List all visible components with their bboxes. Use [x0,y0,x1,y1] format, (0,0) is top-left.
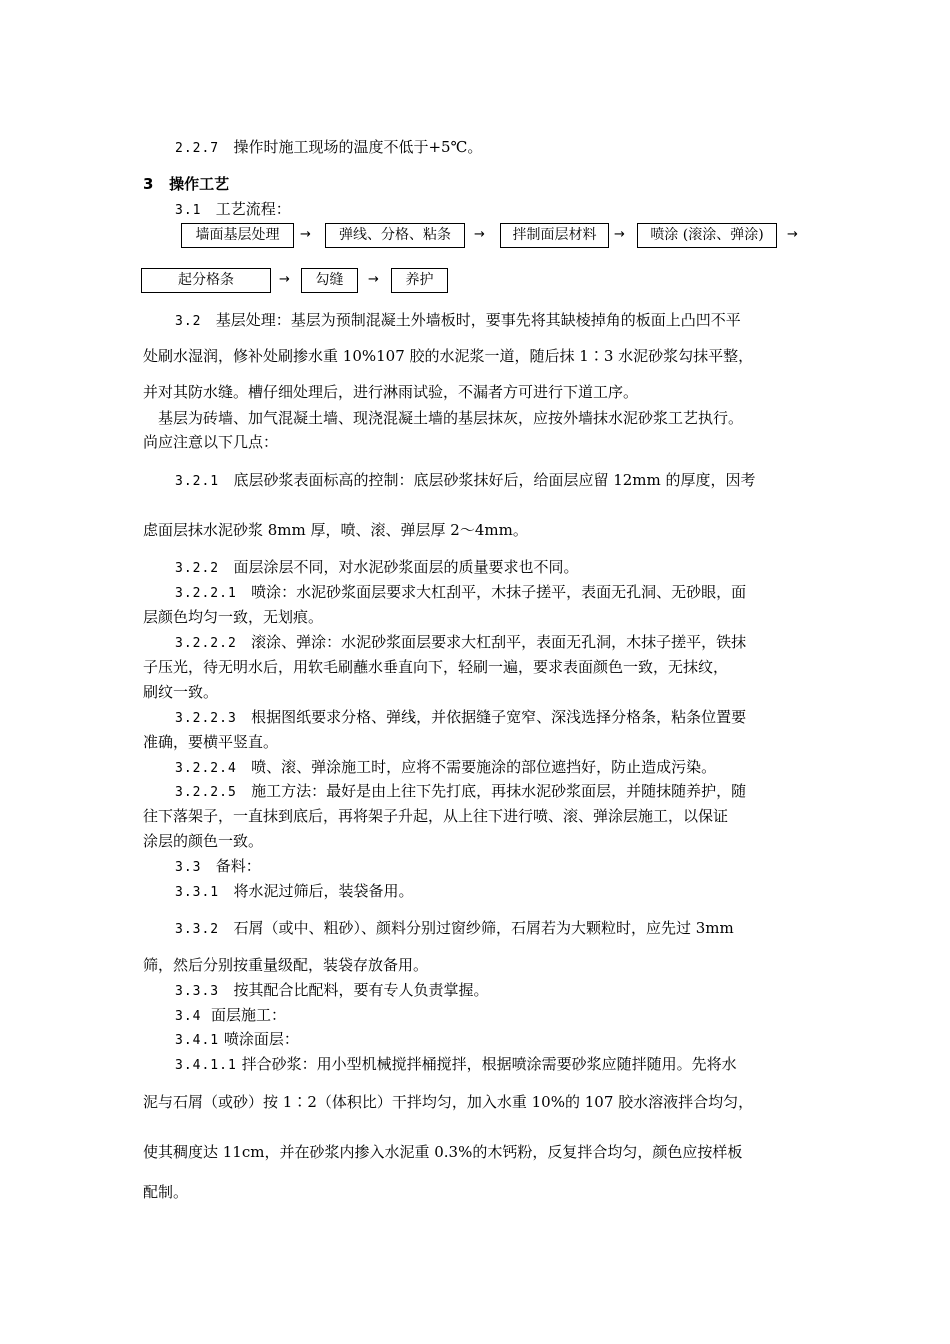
section-3-2-1 [175,470,756,492]
clause-number: 3.3.2 [175,922,220,937]
section-3-2-2-2 [175,632,746,654]
clause-number: 3.2.2.5 [175,785,237,800]
clause-text: 拌合砂浆：用小型机械搅拌桶搅拌，根据喷涂需要砂浆应随拌随用。先将水 [241,1055,737,1073]
section-3-3 [175,856,261,878]
flow-step-4: 喷涂 (滚涂、弹涂) [637,223,777,248]
clause-number: 3.3.1 [175,885,220,900]
clause-text: 面层施工： [211,1006,287,1024]
clause-text: 基层处理：基层为预制混凝土外墙板时，要事先将其缺棱掉角的板面上凸凹不平 [215,311,741,329]
clause-text: 滚涂、弹涂：水泥砂浆面层要求大杠刮平，表面无孔洞，木抹子搓平，铁抹 [251,633,747,651]
clause-number: 3.2.2.1 [175,586,237,601]
heading-number: 3 [143,175,154,193]
clause-text: 备料： [215,857,261,875]
clause-number: 3.2.2.2 [175,636,237,651]
clause-text: 石屑（或中、粗砂）、颜料分别过窗纱筛，石屑若为大颗粒时，应先过 3mm [233,919,734,937]
text-line: 配制。 [143,1183,189,1201]
clause-number: 3.2.1 [175,474,220,489]
section-3-2-2-1 [175,582,746,604]
clause-text: 喷涂面层： [223,1030,299,1048]
text-line: 筛，然后分别按重量级配，装袋存放备用。 [143,956,429,974]
flow-step-3: 拌制面层材料 [500,223,609,248]
text-line: 刷纹一致。 [143,683,219,701]
text-line: 处刷水湿润，修补处刷掺水重 10%107 胶的水泥浆一道，随后抹 1∶3 水泥砂浆勾抹平整， [143,347,754,365]
heading-text: 操作工艺 [169,175,230,193]
clause-text: 操作时施工现场的温度不低于+5℃。 [233,138,483,156]
text-line: 并对其防水缝。槽仔细处理后，进行淋雨试验，不漏者方可进行下道工序。 [143,383,639,401]
flow-arrow-icon: → [368,272,379,287]
clause-number: 2.2.7 [175,141,220,156]
section-2-2-7 [175,137,482,159]
clause-text: 面层涂层不同，对水泥砂浆面层的质量要求也不同。 [233,558,579,576]
clause-text: 按其配合比配料，要有专人负责掌握。 [233,981,489,999]
clause-number: 3.4 [175,1009,202,1024]
flow-arrow-icon: → [300,227,311,242]
text-line: 泥与石屑（或砂）按 1∶2（体积比）干拌均匀，加入水重 10%的 107 胶水溶液拌合均匀， [143,1093,754,1111]
text-line: 往下落架子，一直抹到底后，再将架子升起，从上往下进行喷、滚、弹涂层施工，以保证 [143,807,729,825]
clause-text: 施工方法：最好是由上往下先打底，再抹水泥砂浆面层，并随抹随养护，随 [251,782,747,800]
clause-text: 将水泥过筛后，装袋备用。 [233,882,414,900]
section-3-4-1-1 [175,1054,737,1076]
flow-arrow-icon: → [614,227,625,242]
text-line: 涂层的颜色一致。 [143,832,264,850]
section-3-4-1 [175,1029,299,1051]
section-3-2 [175,310,741,332]
flow-arrow-icon: → [474,227,485,242]
flow-step-1: 墙面基层处理 [181,223,294,248]
section-3-4 [175,1005,286,1027]
clause-text: 喷涂：水泥砂浆面层要求大杠刮平，木抹子搓平，表面无孔洞、无砂眼，面 [251,583,747,601]
flow-step-7: 养护 [391,268,448,293]
section-3-3-1 [175,881,413,903]
clause-text: 根据图纸要求分格、弹线，并依据缝子宽窄、深浅选择分格条，粘条位置要 [251,708,747,726]
clause-number: 3.4.1.1 [175,1058,237,1073]
clause-text: 底层砂浆表面标高的控制：底层砂浆抹好后，给面层应留 12mm 的厚度，因考 [233,471,756,489]
text-line: 尚应注意以下几点： [143,433,279,451]
section-3-heading [143,174,229,194]
section-3-2-2-5 [175,781,746,803]
clause-number: 3.1 [175,203,202,218]
text-line: 子压光，待无明水后，用软毛刷蘸水垂直向下，轻刷一遍，要求表面颜色一致，无抹纹， [143,658,729,676]
section-3-2-2 [175,557,578,579]
clause-number: 3.2.2 [175,561,220,576]
clause-number: 3.4.1 [175,1033,220,1048]
flow-step-6: 勾缝 [301,268,358,293]
text-line: 层颜色均匀一致，无划痕。 [143,608,324,626]
clause-text: 喷、滚、弹涂施工时，应将不需要施涂的部位遮挡好，防止造成污染。 [251,758,717,776]
text-line: 准确，要横平竖直。 [143,733,279,751]
clause-number: 3.3.3 [175,984,220,999]
section-3-2-2-4 [175,757,716,779]
clause-number: 3.2 [175,314,202,329]
clause-number: 3.3 [175,860,202,875]
clause-number: 3.2.2.4 [175,761,237,776]
flow-arrow-icon: → [279,272,290,287]
text-line: 虑面层抹水泥砂浆 8mm 厚，喷、滚、弹层厚 2～4mm。 [143,521,528,539]
section-3-2-2-3 [175,707,746,729]
flow-step-2: 弹线、分格、粘条 [325,223,465,248]
section-3-3-2 [175,918,734,940]
clause-text: 工艺流程： [215,200,291,218]
flow-step-5: 起分格条 [141,268,271,293]
text-line: 使其稠度达 11cm，并在砂浆内掺入水泥重 0.3%的木钙粉，反复拌合均匀，颜色应按样板 [143,1143,743,1161]
section-3-1 [175,199,291,221]
flow-arrow-icon: → [787,227,798,242]
section-3-3-3 [175,980,488,1002]
clause-number: 3.2.2.3 [175,711,237,726]
text-line: 基层为砖墙、加气混凝土墙、现浇混凝土墙的基层抹灰，应按外墙抹水泥砂浆工艺执行。 [158,409,744,427]
